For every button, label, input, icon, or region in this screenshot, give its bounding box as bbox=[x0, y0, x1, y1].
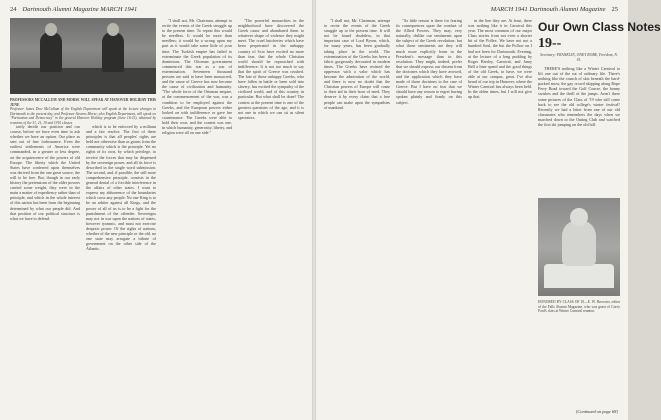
left-running-head bbox=[10, 6, 137, 13]
professor-figure-right bbox=[102, 32, 124, 72]
class-secretary-line: Secretary: FRANKLIN, ONEY ROBE, Freedom, N. H. bbox=[540, 53, 618, 62]
section-title: Our Own Class Notes bbox=[538, 20, 661, 34]
right-page bbox=[316, 0, 661, 420]
photo-caption-text: Professor James Dow McCallum of the English Department will speak at the lecture changes in Dartmouth to the present day, and Professor Stearns Morse, also English Department, will speak on "Puritanism and Democracy" in the general Hanover Holiday program (June 16-21), obtained by reunions of the 31, 21, 19 and 1910 classes. bbox=[10, 107, 156, 125]
snow-sculpture-photo bbox=[538, 198, 620, 296]
snow-photo-caption: HONORED BY CLASS OF 19—E. W. Brewster, editor of the Falls Alumni Magazine, who was guest of Corey Ford's class at Winter Carnival reunion. bbox=[538, 300, 620, 314]
right-running-head-text: MARCH 1941 Dartmouth Alumni Magazine bbox=[490, 6, 606, 13]
professors-photo bbox=[10, 18, 156, 94]
left-page-number: 24 bbox=[10, 6, 17, 13]
photo-caption-title: PROFESSORS MCCALLUM AND MORSE WILL SPEAK AT HANOVER HOLIDAY THIS JUNE bbox=[10, 98, 156, 107]
left-column-3: "I shall not, Mr. Chairman, attempt to recite the events of the Greek struggle up to the present time. To repeat this would be needless. It would be more than needless; it would be a wrong upon my part as it would take some little of your time. The Turkish empire has failed to exterminate the Greek population of its dominions. The Ottoman government commenced this war as a war of extermination. Seventeen thousand persons are said to have been massacred, and the cause of Greece has now become the cause of civilization and humanity. "The whole force of the Ottoman empire, at the commencement of the war, was a condition to be employed against the Greeks, and the European powers either looked on with indifference or gave her countenance. The Greeks were able to hold their own, and the contest was one, in which humanity, generosity, liberty, and religion were all on one side." bbox=[162, 18, 232, 136]
class-numeral: 19-- bbox=[538, 36, 562, 51]
left-column-4: "The powerful monarchies in the neighborhood have discovered the Greek cause and abandoned them to whatever shape of violence they might meet. The cruel butcheries which have been perpetrated in the unhappy country of Scio have excited no more than fear, that the whole Christian world should be reproached with indifference. It is not too much to say that the spirit of Greece was crushed. The fate of those unhappy Greeks, who have fallen in battle or been sold into slavery, has excited the sympathy of the civilized world, and of this country in particular. But what shall be done? The contest at the present time is one of the greatest questions of the age, and it is not one in which we can sit as silent spectators. bbox=[238, 18, 304, 120]
left-column-1: tarily decide our position and our course, before we have even time to ask whether we have an option. Our place as sent out of fine forbearance. Even the earliest settlements of America were commanded, in a greater or less degree, on the acquiescence of the powers of old Europe. The liberty which the United States have conferred upon themselves was derived from the one great source, the will to be free. But, though in our early history the pretensions of the older powers carried some weight, they were in the main a matter of expediency rather than of principle, and which in the whole interest of this nation has been from the beginning determined by what our people did. And that position of our political structure is what we have to defend. bbox=[10, 124, 80, 221]
left-page bbox=[0, 0, 312, 420]
left-column-2: which is to be enforced by a militant and a fair resolve. The first of these principles is that all peoples' rights are held not otherwise than as grants from the community which is the principle. Yet no rights of its own, by which privilege, to receive the forces that may be dispensed by the sovereign power, and all its force is described in the single word submission. The second, and, if possible, the still more comprehensive principle, consists in the general denial of a forcible interference in the affairs of other states. I want to express my abhorrence of the boundaries which cross any people. No one King is to be an arbiter against all Kings, and the power of all of us is to be a fight for the punishment of the offender. Sovereigns may not in war upon the nations of states, however tyrannic, and must not exercise despotic power. Of the rights of nations, whether of the new principle or the old, no one state may arrogate a tribute of government on the other side of the Atlantic. bbox=[86, 124, 156, 252]
right-page-number: 25 bbox=[611, 6, 618, 13]
professor-figure-left bbox=[40, 32, 62, 72]
right-column-3: in the line they are. At least, there was nothing like it in Carnival this year. The most common of our major Class stories from not even a shorter bit of the Pollex. We have not not a hundred Soul, the but the Pollow on I had not been for Dartmouth. Evening, at the lecture of a long pudding by Roger Bierley, Carnival, and Jamy Bell a lime spend and the good things of the old Greek, to have, we were able at our campus, great. I've also heard of our trip in Hanover, where the Winter Carnival has always been held. In the olden times, but I will not give up that. bbox=[468, 18, 532, 100]
class-note-text: THERE'S nothing like a Winter Carnival to lift one out of the rut of ordinary life. There's nothing like the crunch of skis beneath the hard-packed snow, the gay crowd skipping along Rope Ferry Road toward the Golf Course, the bonny swishes and the thrill of the jumps. Aren't there some pictures of the Class of '19 who still come back to see the old college's winter festival? Recently we had a letter from one of our old classmates who remembers the days when we marched down to the Outing Club and watched the first ski jumping on the old hill. bbox=[538, 66, 620, 128]
continued-line: [Continued on page 68] bbox=[575, 409, 618, 414]
right-running-head bbox=[491, 6, 618, 13]
right-column-2: "As little reason is there for fearing its consequences upon the conduct of the Allied Powers. They may, very naturally, dislike our sentiments upon the subject of the Greek revolution; but what those sentiments are they will much more explicitly learn in the President's message than in this resolution. They might, indeed, prefer that we should express our dissent from the doctrines which they have avowed, and the application which they have made of those doctrines to the case of Greece. But I have no fear that we should have any reason to regret having spoken plainly and firmly on this subject. bbox=[396, 18, 462, 105]
photo-caption bbox=[10, 98, 156, 126]
right-column-1: "I shall not, Mr. Chairman, attempt to recite the events of the Greek struggle up to the present time. It will not be found doubtless, in that important case of Lord Byron, which, for many years, has been gradually taking place in the world. The extermination of the Greeks has been a fabric gorgeously decorated in modern times. The Greeks have resisted the oppressor with a valor which has become the admiration of the world, and there is now no doubt that the Christian powers of Europe will come to their aid in their hour of need. They deserve it by every claim that a free people can make upon the sympathies of mankind. bbox=[324, 18, 390, 110]
left-running-head-text: Dartmouth Alumni Magazine MARCH 1941 bbox=[22, 6, 138, 13]
